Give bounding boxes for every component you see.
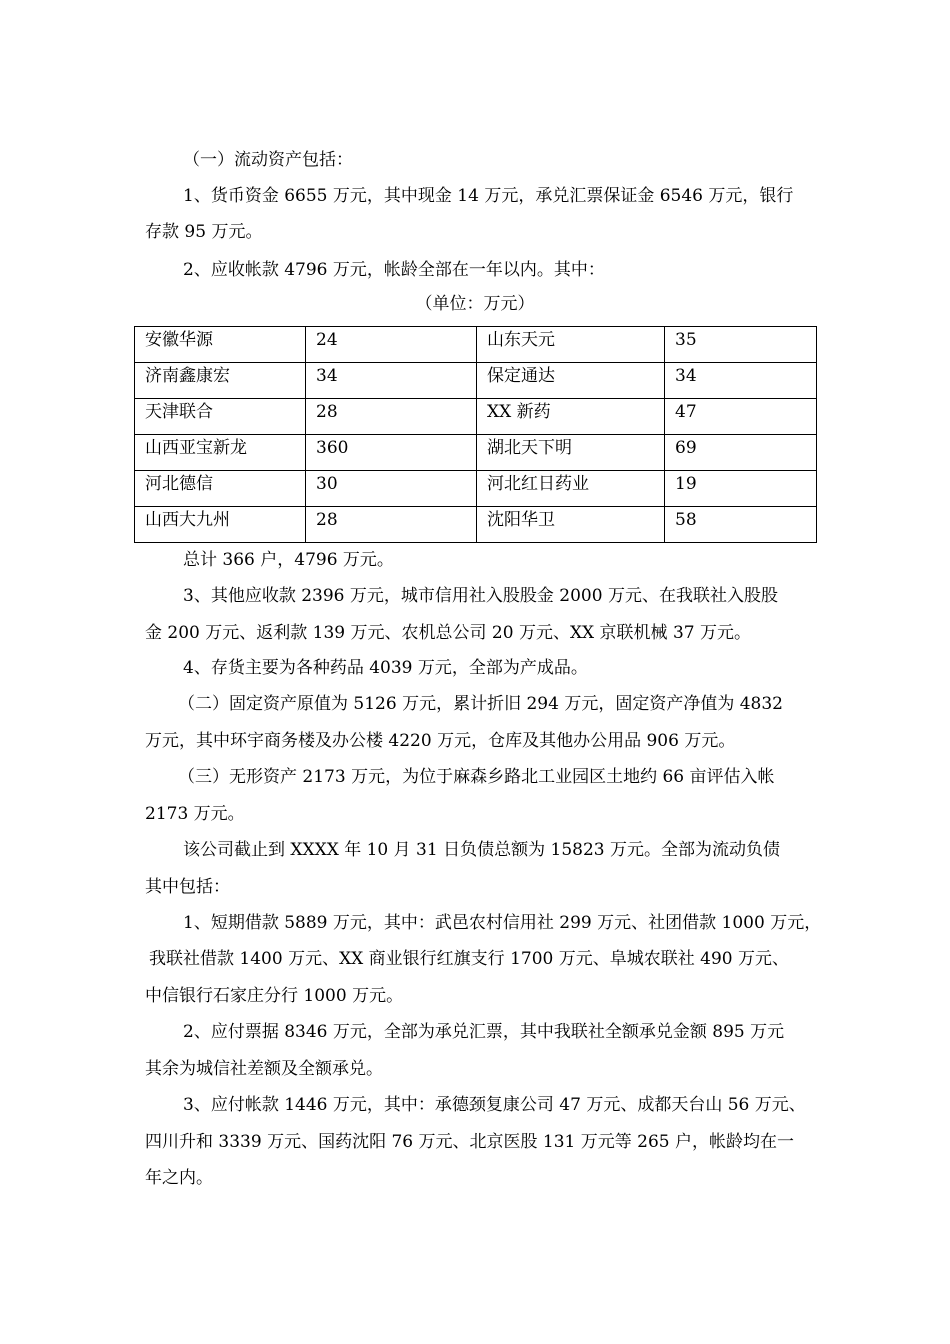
table-row <box>135 327 817 363</box>
company-name-cell: 沈阳华卫 <box>477 507 665 543</box>
paragraph-inventory: 4、存货主要为各种药品 4039 万元，全部为产成品。 <box>183 658 588 678</box>
section-fixed-assets: （二）固定资产原值为 5126 万元，累计折旧 294 万元，固定资产净值为 4832 <box>178 694 783 714</box>
table-row <box>135 399 817 435</box>
amount-cell: 34 <box>665 363 817 399</box>
amount-cell: 360 <box>306 435 477 471</box>
company-name-cell: 保定通达 <box>477 363 665 399</box>
amount-cell: 28 <box>306 399 477 435</box>
section-heading-current-assets: （一）流动资产包括： <box>183 150 353 170</box>
paragraph-monetary-funds: 1、货币资金 6655 万元，其中现金 14 万元，承兑汇票保证金 6546 万元，银行 <box>183 186 794 206</box>
paragraph-notes-payable: 2、应付票据 8346 万元，全部为承兑汇票，其中我联社全额承兑金额 895 万元 <box>183 1022 785 1042</box>
company-name-cell: 天津联合 <box>135 399 306 435</box>
receivables-total: 总计 366 户，4796 万元。 <box>183 550 394 570</box>
receivables-table <box>134 326 817 543</box>
company-name-cell: 山西亚宝新龙 <box>135 435 306 471</box>
paragraph-other-receivables-cont: 金 200 万元、返利款 139 万元、农机总公司 20 万元、XX 京联机械 37 万元。 <box>145 623 751 643</box>
paragraph-monetary-funds-cont: 存款 95 万元。 <box>145 222 263 242</box>
table-unit-caption: （单位：万元） <box>415 294 535 314</box>
amount-cell: 30 <box>306 471 477 507</box>
amount-cell: 69 <box>665 435 817 471</box>
paragraph-accounts-payable-cont2: 年之内。 <box>145 1168 213 1188</box>
paragraph-accounts-payable: 3、应付帐款 1446 万元，其中：承德颈复康公司 47 万元、成都天台山 56 万元、 <box>183 1095 806 1115</box>
amount-cell: 58 <box>665 507 817 543</box>
company-name-cell: 山西大九州 <box>135 507 306 543</box>
company-name-cell: 山东天元 <box>477 327 665 363</box>
paragraph-total-liabilities-cont: 其中包括： <box>145 877 230 897</box>
company-name-cell: XX 新药 <box>477 399 665 435</box>
paragraph-short-term-loans: 1、短期借款 5889 万元，其中：武邑农村信用社 299 万元、社团借款 1000 万元， <box>183 913 822 933</box>
amount-cell: 19 <box>665 471 817 507</box>
paragraph-notes-payable-cont: 其余为城信社差额及全额承兑。 <box>145 1059 383 1079</box>
amount-cell: 34 <box>306 363 477 399</box>
table-row <box>135 435 817 471</box>
paragraph-accounts-receivable: 2、应收帐款 4796 万元，帐龄全部在一年以内。其中： <box>183 260 605 280</box>
company-name-cell: 安徽华源 <box>135 327 306 363</box>
amount-cell: 47 <box>665 399 817 435</box>
company-name-cell: 河北红日药业 <box>477 471 665 507</box>
section-fixed-assets-cont: 万元，其中环宇商务楼及办公楼 4220 万元，仓库及其他办公用品 906 万元。 <box>145 731 736 751</box>
paragraph-accounts-payable-cont1: 四川升和 3339 万元、国药沈阳 76 万元、北京医股 131 万元等 265 户，帐龄均在一 <box>145 1132 795 1152</box>
paragraph-short-term-loans-cont2: 中信银行石家庄分行 1000 万元。 <box>145 986 404 1006</box>
amount-cell: 35 <box>665 327 817 363</box>
company-name-cell: 济南鑫康宏 <box>135 363 306 399</box>
section-intangible-assets: （三）无形资产 2173 万元，为位于麻森乡路北工业园区土地约 66 亩评估入帐 <box>178 767 775 787</box>
paragraph-short-term-loans-cont1: 我联社借款 1400 万元、XX 商业银行红旗支行 1700 万元、阜城农联社 490 万元、 <box>149 949 790 969</box>
table-row <box>135 363 817 399</box>
section-intangible-assets-cont: 2173 万元。 <box>145 804 245 824</box>
company-name-cell: 湖北天下明 <box>477 435 665 471</box>
table-row <box>135 471 817 507</box>
amount-cell: 28 <box>306 507 477 543</box>
amount-cell: 24 <box>306 327 477 363</box>
paragraph-other-receivables: 3、其他应收款 2396 万元，城市信用社入股股金 2000 万元、在我联社入股股 <box>183 586 778 606</box>
table-row <box>135 507 817 543</box>
company-name-cell: 河北德信 <box>135 471 306 507</box>
paragraph-total-liabilities: 该公司截止到 XXXX 年 10 月 31 日负债总额为 15823 万元。全部为流动负债 <box>183 840 780 860</box>
